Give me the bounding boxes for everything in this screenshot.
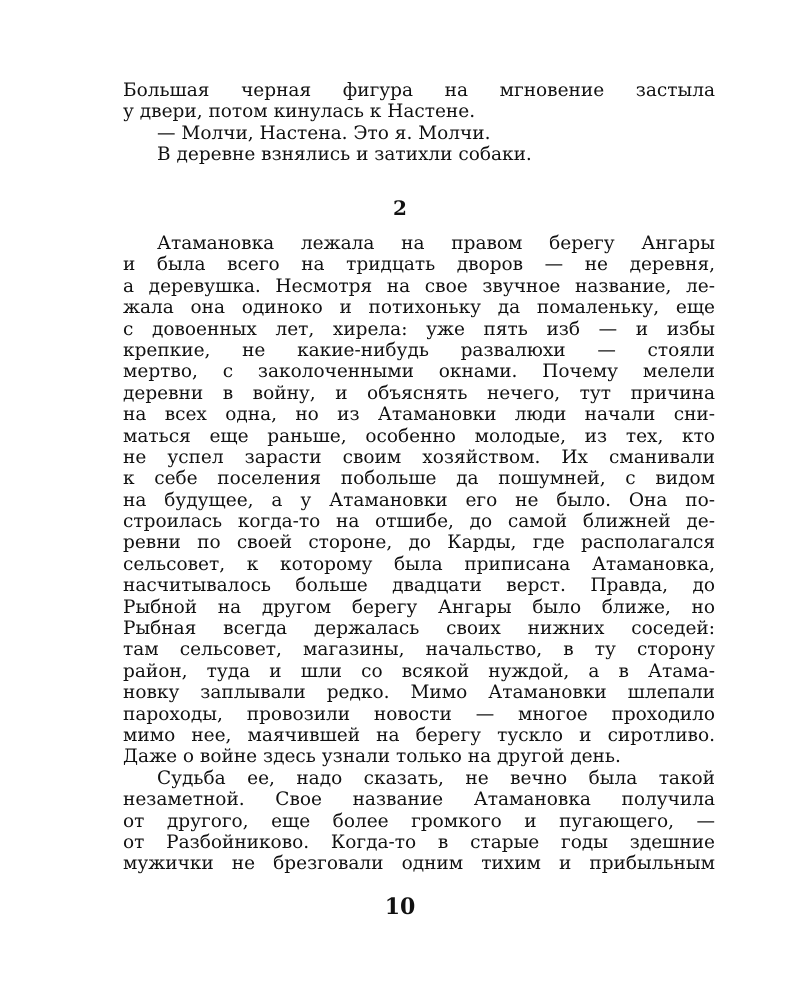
main-text (123, 233, 715, 875)
text-line: ревни по своей стороне, до Карды, где располагался (123, 532, 715, 554)
text-line: жала она одиноко и потихоньку да помаленьку, еще (123, 297, 715, 319)
text-line: строилась когда-то на отшибе, до самой ближней де- (123, 511, 715, 533)
dialogue-line: — Молчи, Настена. Это я. Молчи. (157, 122, 491, 144)
text-line: у двери, потом кинулась к Настене. (123, 101, 476, 123)
text-line: и была всего на тридцать дворов — не деревня, (123, 254, 715, 276)
text-line: мужички не брезговали одним тихим и прибыльным (123, 853, 715, 875)
text-line: мертво, с заколоченными окнами. Почему мелели (123, 361, 715, 383)
text-line: новку заплывали редко. Мимо Атамановки шлепали (123, 682, 715, 704)
text-line: Атамановка лежала на правом берегу Ангары (157, 233, 715, 254)
text-line: насчитывалось больше двадцати верст. Правда, до (123, 575, 715, 597)
text-line: с довоенных лет, хирела: уже пять изб — и избы (123, 318, 715, 340)
text-line: к себе поселения побольше да пошумней, с видом (123, 468, 715, 490)
text-line: на всех одна, но из Атамановки люди начали сни- (123, 404, 715, 426)
text-line: сельсовет, к которому была приписана Атамановка, (123, 553, 715, 575)
text-line: маться еще раньше, особенно молодые, из тех, кто (123, 425, 715, 447)
text-line: от Разбойниково. Когда-то в старые годы здешние (123, 831, 715, 853)
paragraph (123, 768, 715, 875)
text-line: Даже о войне здесь узнали только на другой день. (123, 746, 621, 768)
text-line: там сельсовет, магазины, начальство, в ту сторону (123, 639, 715, 661)
intro-block (123, 80, 715, 166)
text-line: район, туда и шли со всякой нуждой, а в Атама- (123, 660, 715, 682)
text-line: от другого, еще более громкого и пугающего, — (123, 810, 715, 832)
text-line: В деревне взнялись и затихли собаки. (157, 144, 532, 166)
text-line: Большая черная фигура на мгновение застыла (123, 80, 715, 101)
text-line: крепкие, не какие-нибудь развалюхи — стояли (123, 339, 715, 361)
text-line: Рыбная всегда держалась своих нижних соседей: (123, 618, 715, 640)
text-line: на будущее, а у Атамановки его не было. Она по- (123, 489, 715, 511)
text-line: мимо нее, маячившей на берегу тускло и сиротливо. (123, 724, 715, 746)
text-line: Рыбной на другом берегу Ангары было ближе, но (123, 596, 715, 618)
text-line: а деревушка. Несмотря на свое звучное название, ле- (123, 275, 715, 297)
text-line: незаметной. Свое название Атамановка получила (123, 789, 715, 811)
paragraph (123, 233, 715, 768)
chapter-number: 2 (393, 196, 407, 220)
text-line: пароходы, провозили новости — многое проходило (123, 703, 715, 725)
page-number: 10 (384, 894, 416, 920)
text-line: Судьба ее, надо сказать, не вечно была такой (157, 767, 715, 789)
text-line: деревни в войну, и объяснять нечего, тут причина (123, 382, 715, 404)
text-line: не успел зарасти своим хозяйством. Их сманивали (123, 446, 715, 468)
